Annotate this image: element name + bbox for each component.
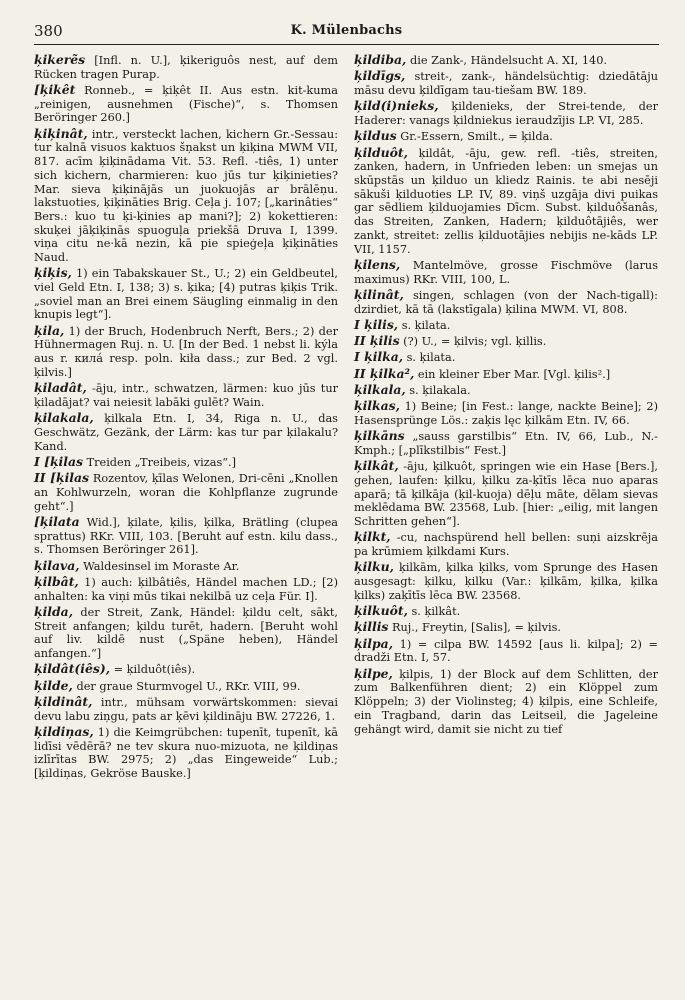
- dictionary-entry: [354, 318, 658, 333]
- entry-headword: ķilpa,: [354, 635, 394, 651]
- dictionary-entry: [354, 637, 658, 665]
- entry-headword: ķilakala,: [34, 410, 94, 426]
- dictionary-entry: [34, 695, 338, 723]
- dictionary-entry: [354, 99, 658, 127]
- running-title: K. Mülenbachs: [290, 23, 403, 38]
- entry-headword: ķilkala,: [354, 382, 406, 397]
- dictionary-entry: [34, 83, 338, 125]
- entry-text: (?) U., = ķilvis; vgl. ķillis.: [399, 335, 547, 349]
- entry-headword: [ķilata: [34, 513, 80, 529]
- entry-headword: ķilkât,: [354, 458, 399, 474]
- entry-text: Ronneb., = ķiķêt II. Aus estn. kit-kuma „reinigen, ausnehmen (Fische)“, s. Thomsen Beröringer 260.]: [34, 84, 338, 125]
- dictionary-entry: [34, 515, 338, 557]
- dictionary-entry: [354, 399, 658, 427]
- entry-headword: ķilduôt,: [354, 144, 408, 160]
- columns: [34, 53, 659, 782]
- dictionary-entry: [354, 334, 658, 349]
- entry-text: -āju, ķilkuôt, springen wie ein Hase [Bers.], gehen, laufen: ķilku, ķilku za-ķītīs lēca nuo aparas aparā; tā ķilkāja (ķil-kuoja) dēļu māte, dēlam sievas meklēdama BW. 23568, Lub. [hier: „eilig, mit langen Schritten gehen“].: [354, 460, 658, 529]
- entry-text: singen, schlagen (von der Nach-tigall): dzirdiet, kā tā (lakstīgala) ķilina MWM. VI, 808.: [354, 288, 658, 316]
- entry-headword: ķikerẽs: [34, 52, 86, 67]
- entry-text: intr., mühsam vorwärtskommen: sievai devu labu ziņgu, pats ar ķēvi ķildināju BW. 27226, 1.: [34, 695, 338, 723]
- dictionary-entry: [34, 679, 338, 694]
- dictionary-entry: [354, 459, 658, 529]
- entry-headword: ķiladât,: [34, 380, 87, 396]
- entry-text: Ruj., Freytin, [Salis], = ķilvis.: [388, 621, 561, 635]
- entry-headword: ķilens,: [354, 256, 401, 272]
- entry-headword: I ķilka,: [354, 349, 404, 365]
- entry-text: Wid.], ķilate, ķilis, ķilka, Brätling (clupea sprattus) RKr. VIII, 103. [Beruht auf estn. kilu dass., s. Thomsen Beröringer 261].: [34, 515, 338, 557]
- entry-headword: II ķilis: [354, 333, 400, 349]
- entry-headword: ķildinât,: [34, 693, 93, 709]
- dictionary-entry: [354, 350, 658, 365]
- entry-text: Gr.-Essern, Smilt., = ķilda.: [396, 130, 553, 144]
- entry-headword: ķilkt,: [354, 529, 391, 545]
- entry-headword: ķilkāns: [354, 428, 405, 444]
- entry-headword: ķilde,: [34, 677, 73, 693]
- entry-text: der graue Sturmvogel U., RKr. VIII, 99.: [72, 679, 301, 693]
- entry-headword: II [ķilas: [34, 470, 90, 486]
- entry-headword: ķilku,: [354, 559, 394, 575]
- page-header: [34, 22, 659, 45]
- dictionary-entry: [354, 53, 658, 68]
- entry-headword: ķilava,: [34, 557, 80, 573]
- entry-headword: ķildiba,: [354, 52, 407, 67]
- dictionary-entry: [34, 725, 338, 781]
- entry-text: s. ķilata.: [398, 318, 451, 332]
- entry-text: s. ķilakala.: [405, 384, 471, 397]
- dictionary-entry: [34, 266, 338, 322]
- entry-headword: ķilkuôt,: [354, 603, 408, 619]
- entry-text: [Infl. n. U.], ķikeriguôs nest, auf dem Rücken tragen Purap.: [34, 54, 338, 81]
- dictionary-entry: [354, 69, 658, 97]
- entry-text: s. ķilkât.: [407, 605, 461, 619]
- dictionary-entry: [354, 429, 658, 457]
- left-column: [34, 53, 338, 782]
- dictionary-entry: [354, 258, 658, 286]
- entry-headword: ķila,: [34, 322, 65, 338]
- dictionary-entry: [34, 559, 338, 574]
- entry-text: s. ķilata.: [403, 351, 456, 365]
- entry-headword: ķildа,: [34, 603, 74, 619]
- right-column: [354, 53, 658, 782]
- dictionary-entry: [354, 383, 658, 398]
- entry-headword: ķildiņas,: [34, 723, 94, 739]
- dictionary-entry: [34, 411, 338, 453]
- entry-text: -cu, nachspürend hell bellen: suņi aizskrēja pa krūmiem ķilkdami Kurs.: [354, 531, 658, 559]
- dictionary-entry: [354, 367, 658, 382]
- entry-headword: ķillis: [354, 619, 389, 635]
- entry-text: ķildât, -āju, gew. refl. -tiês, streiten, zanken, hadern, in Unfrieden leben: un smejas un skūpstās un ķilduo un kliedz Rainis. te abi nesēji sākuši ķilduoties LP. IV, 89. viņš uzgāja divi puikas gar sēdliem ķilduojamies Dīcm. Subst. ķilduôšanâs, das Streiten, Zanken, Hadern; ķilduôtājiês, wer zankt, streitet: zellis ķilduotājies nebijis ne-kāds LP. VII, 1157.: [354, 146, 658, 256]
- entry-text: = ķilduôt(iês).: [110, 663, 196, 677]
- entry-text: streit-, zank-, händelsüchtig: dziedātāju māsu devu ķildīgam tau-tiešam BW. 189.: [354, 70, 658, 97]
- dictionary-entry: [34, 471, 338, 513]
- entry-text: 1) auch: ķilbâtiês, Händel machen LD.; [2) anhalten: ka viņi mūs tikai nekilbā uz ceļa Für. I].: [34, 575, 338, 603]
- entry-text: 1) = cilpa BW. 14592 [aus li. kilpa]; 2) = dradži Etn. I, 57.: [354, 637, 658, 665]
- entry-headword: ķilpe,: [354, 665, 393, 681]
- entry-headword: ķilkas,: [354, 398, 400, 414]
- entry-text: Mantelmöve, grosse Fischmöve (larus maximus) RKr. VIII, 100, L.: [354, 258, 658, 286]
- dictionary-entry: [354, 620, 658, 635]
- dictionary-entry: [354, 129, 658, 144]
- entry-text: Rozentov, ķīlas Welonen, Dri-cēni „Knollen an Kohlwurzeln, woran die Kohlpflanze zugrunde geht“.]: [34, 472, 338, 513]
- dictionary-entry: [354, 288, 658, 316]
- dictionary-entry: [34, 127, 338, 265]
- dictionary-entry: [354, 530, 658, 558]
- entry-text: der Streit, Zank, Händel: ķildu celt, sākt, Streit anfangen; ķildu turēt, hadern. [Beruht wohl auf liv. kildē nust („Späne heben), Händel anfangen.“]: [34, 605, 338, 660]
- entry-text: ķilkala Etn. I, 34, Riga n. U., das Geschwätz, Gezänk, der Lärm: kas tur par ķilakalu? Kand.: [34, 412, 338, 453]
- entry-text: 1) Beine; [in Fest.: lange, nackte Beine]; 2) Hasensprünge Lös.: zaķis lęc ķilkām Etn. IV, 66.: [354, 400, 658, 427]
- entry-text: ein kleiner Eber Mar. [Vgl. ķilis².]: [414, 367, 611, 381]
- dictionary-entry: [34, 53, 338, 81]
- entry-text: Waldesinsel im Moraste Ar.: [79, 559, 240, 573]
- dictionary-entry: [34, 455, 338, 470]
- entry-text: die Zank-, Händelsucht A. XI, 140.: [406, 54, 607, 67]
- page-number: 380: [34, 22, 63, 40]
- dictionary-entry: [34, 381, 338, 409]
- entry-headword: ķilinât,: [354, 286, 404, 302]
- dictionary-entry: [354, 146, 658, 257]
- entry-text: Treiden „Treibeis, vizas“.]: [82, 455, 237, 469]
- entry-headword: ķiķinât,: [34, 125, 88, 141]
- entry-headword: ķiķis,: [34, 265, 72, 281]
- entry-text: ķilpis, 1) der Block auf dem Schlitten, der zum Balkenführen dient; 2) ein Klöppel zum Klöppeln; 3) der Violinsteg; 4) ķilpis, eine Schleife, ein Tragband, darin das Leitseil, die Jageleine gehängt wird, damit sie nicht zu tief: [354, 667, 658, 736]
- entry-text: 1) ein Tabakskauer St., U.; 2) ein Geldbeutel, viel Geld Etn. I, 138; 3) s. ķika; [4) putras ķiķis Trik. „soviel man an Brei einem Säugling einmalig in den knupis legt“].: [34, 267, 338, 322]
- entry-text: ķilkām, ķilka ķilks, vom Sprunge des Hasen ausgesagt: ķilku, ķilku (Var.: ķilkām, ķilka, ķilka ķilks) zaķītīs lēca BW. 23568.: [354, 561, 658, 602]
- dictionary-entry: [354, 667, 658, 737]
- entry-text: -āju, intr., schwatzen, lärmen: kuo jūs tur ķiladājat? vai neiesit labāki gulēt? Wain.: [34, 382, 338, 409]
- entry-headword: [ķikêt: [34, 82, 76, 97]
- entry-headword: ķild(i)nieks,: [354, 98, 439, 114]
- entry-headword: ķildīgs,: [354, 68, 406, 84]
- entry-headword: I [ķilas: [34, 453, 83, 469]
- entry-headword: ķilbât,: [34, 573, 79, 589]
- entry-headword: ķildus: [354, 128, 397, 144]
- entry-text: 1) die Keimgrübchen: tupenīt, tupenīt, kā lidīsi vēdērā? ne tev skura nuo-mizuota, ne ķildiņas izlīrītas BW. 2975; 2) „das Eingeweide“ Lub.; [ķildiņas, Gekröse Bauske.]: [34, 725, 338, 780]
- dictionary-entry: [354, 560, 658, 602]
- dictionary-entry: [34, 324, 338, 380]
- dictionary-entry: [34, 662, 338, 677]
- entry-headword: ķildât(iês),: [34, 661, 111, 677]
- entry-headword: II ķilka²,: [354, 365, 415, 381]
- dictionary-entry: [34, 605, 338, 661]
- dictionary-entry: [34, 575, 338, 603]
- entry-headword: I ķilis,: [354, 316, 399, 332]
- dictionary-entry: [354, 604, 658, 619]
- entry-text: intr., versteckt lachen, kichern Gr.-Sessau: tur kalnā visuos kaktuos šņakst un ķiķina MWM VII, 817. acīm ķiķinādama Vit. 53. Refl. -tiês, 1) unter sich kichern, charmieren: kuo jūs tur ķiķinieties? Mar. sieva ķiķinājās un juokuojās ar brālēņu. lakstuoties, ķiķināties Brig. Ceļa j. 107; [„karinâties“ Bers.: kuo tu ķi-ķinies ap mani?]; 2) kokettieren: skuķei jāķiķinās spuoguļa priekšā Druva I, 1399. viņa citu ne·kā nezin, kā pie spieģeļa ķiķināties Naud.: [34, 127, 338, 265]
- entry-text: ķildenieks, der Strei-tende, der Haderer: vanags ķildniekus ieraudzījis LP. VI, 285.: [354, 100, 658, 127]
- entry-text: 1) der Bruch, Hodenbruch Nerft, Bers.; 2) der Hühnermagen Ruj. n. U. [In der Bed. 1 nebst li. kýla aus r. килá resp. poln. kiła dass.; zur Bed. 2 vgl. ķilvis.]: [34, 324, 338, 379]
- entry-text: „sauss garstilbis“ Etn. IV, 66, Lub., N.-Kmph.; [„plīkstilbis“ Fest.]: [354, 430, 658, 457]
